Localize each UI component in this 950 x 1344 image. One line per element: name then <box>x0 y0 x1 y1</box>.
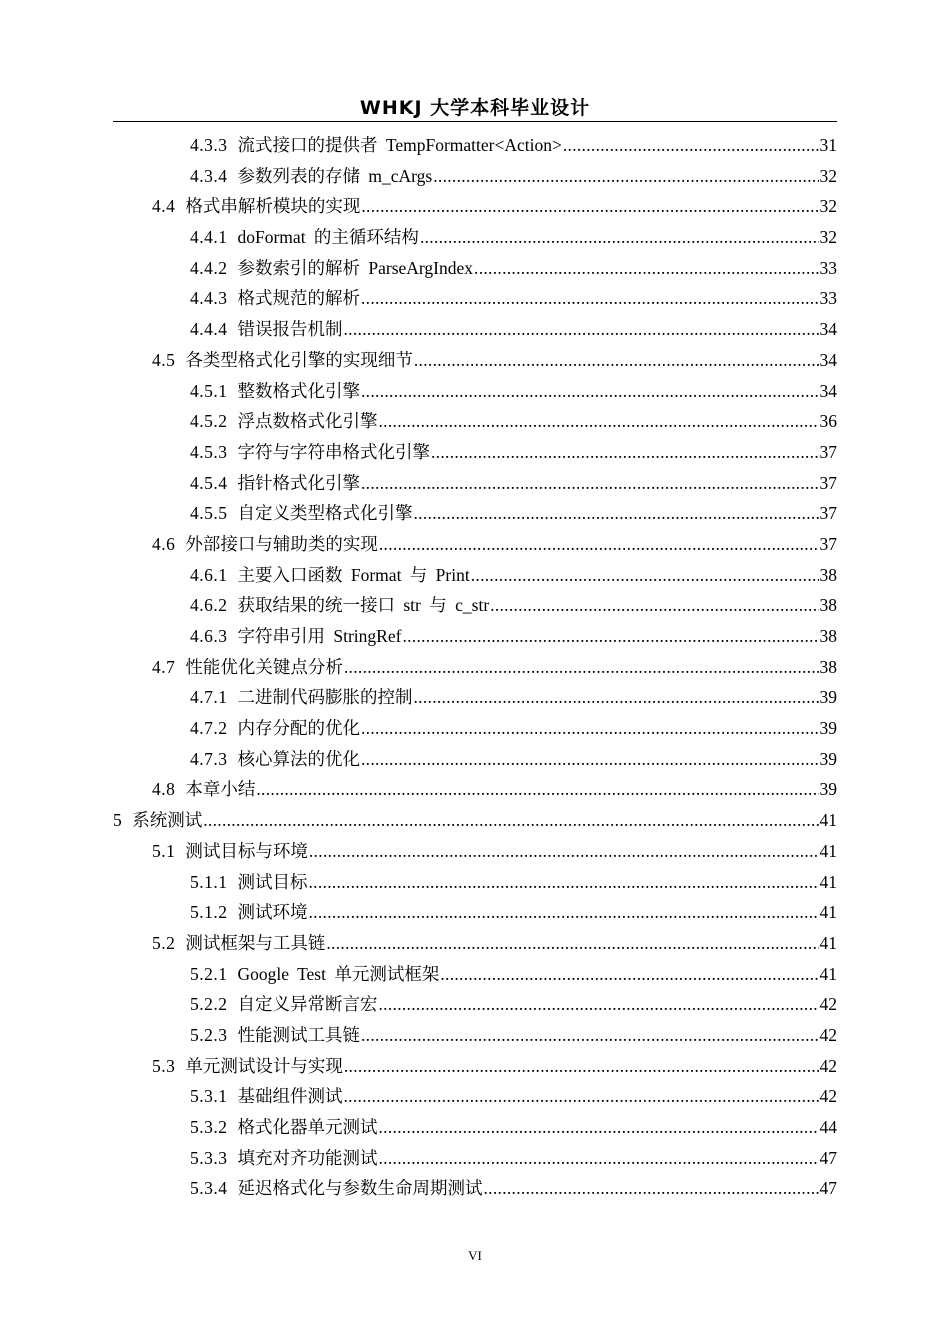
toc-leader-dots <box>361 1020 819 1051</box>
toc-entry-number: 4.5.4 <box>190 472 228 493</box>
page-number: VI <box>468 1248 482 1263</box>
toc-entry-title: 获取结果的统一接口 str 与 c_str <box>237 595 490 616</box>
toc-entry-page: 41 <box>819 810 837 831</box>
toc-entry-number: 4.5.3 <box>190 441 228 462</box>
toc-leader-dots <box>379 1143 819 1174</box>
toc-entry-title: 自定义类型格式化引擎 <box>237 503 413 524</box>
toc-entry-page: 42 <box>819 994 837 1015</box>
toc-entry-page: 38 <box>819 656 837 677</box>
toc-leader-dots <box>361 283 819 314</box>
toc-entry-number: 4.5 <box>152 349 176 370</box>
toc-entry-title: 测试框架与工具链 <box>185 932 326 953</box>
toc-entry-page: 38 <box>819 595 837 616</box>
toc-entry-title: 测试目标与环境 <box>185 840 308 861</box>
toc-leader-dots <box>344 1051 819 1082</box>
toc-entry-number: 5.2 <box>152 932 176 953</box>
toc-entry-page: 41 <box>819 963 837 984</box>
toc-entry-page: 33 <box>819 257 837 278</box>
toc-leader-dots <box>361 744 819 775</box>
toc-leader-dots <box>361 468 819 499</box>
toc-entry-page: 42 <box>819 1024 837 1045</box>
toc-entry-number: 5.2.1 <box>190 963 228 984</box>
toc-leader-dots <box>563 130 819 161</box>
toc-entry-page: 32 <box>819 196 837 217</box>
toc-entry-page: 37 <box>819 503 837 524</box>
toc-entry-title: 错误报告机制 <box>237 319 343 340</box>
toc-entry-title: 参数列表的存储 m_cArgs <box>237 165 433 186</box>
toc-leader-dots <box>361 376 819 407</box>
toc-entry-number: 4.3.4 <box>190 165 228 186</box>
toc-entry-page: 33 <box>819 288 837 309</box>
toc-entry[interactable] <box>113 498 837 529</box>
toc-entry[interactable] <box>113 437 837 468</box>
toc-entry-title: 延迟格式化与参数生命周期测试 <box>237 1178 483 1199</box>
toc-entry-page: 32 <box>819 165 837 186</box>
toc-leader-dots <box>440 959 818 990</box>
toc-entry-number: 4.4.3 <box>190 288 228 309</box>
toc-entry-number: 5.3.3 <box>190 1147 228 1168</box>
toc-entry-title: 核心算法的优化 <box>237 748 360 769</box>
toc-entry-title: 性能测试工具链 <box>237 1024 360 1045</box>
toc-leader-dots <box>402 621 818 652</box>
toc-entry-page: 41 <box>819 871 837 892</box>
toc-entry-page: 39 <box>819 748 837 769</box>
toc-entry-number: 4.5.5 <box>190 503 228 524</box>
toc-entry-number: 4.3.3 <box>190 135 228 155</box>
toc-entry-page: 32 <box>819 227 837 248</box>
toc-leader-dots <box>326 928 818 959</box>
header-rule <box>113 121 837 122</box>
toc-entry-page: 34 <box>819 349 837 370</box>
toc-entry[interactable] <box>113 222 837 253</box>
toc-entry-page: 37 <box>819 533 837 554</box>
toc-leader-dots <box>256 774 818 805</box>
toc-entry-number: 4.7.2 <box>190 718 228 739</box>
toc-entry-number: 4.7.1 <box>190 687 228 708</box>
toc-leader-dots <box>361 713 819 744</box>
toc-leader-dots <box>379 529 819 560</box>
toc-entry[interactable] <box>113 774 837 805</box>
toc-entry[interactable] <box>113 713 837 744</box>
toc-entry[interactable] <box>113 376 837 407</box>
toc-entry-number: 4.7.3 <box>190 748 228 769</box>
toc-leader-dots <box>309 897 819 928</box>
toc-entry-number: 5.2.2 <box>190 994 228 1015</box>
toc-entry-title: Google Test 单元测试框架 <box>237 963 440 984</box>
toc-entry-number: 4.5.1 <box>190 380 228 401</box>
toc-entry[interactable] <box>113 283 837 314</box>
table-of-contents <box>113 130 837 1204</box>
toc-entry[interactable] <box>113 560 837 591</box>
toc-entry-page: 42 <box>819 1055 837 1076</box>
toc-entry[interactable] <box>113 1143 837 1174</box>
toc-entry[interactable] <box>113 621 837 652</box>
toc-entry-title: 测试目标 <box>237 871 308 892</box>
toc-leader-dots <box>431 437 819 468</box>
toc-entry-page: 41 <box>819 902 837 923</box>
toc-entry-title: 字符与字符串格式化引擎 <box>237 441 430 462</box>
toc-entry-page: 41 <box>819 840 837 861</box>
toc-leader-dots <box>414 498 819 529</box>
toc-entry-title: 自定义异常断言宏 <box>237 994 378 1015</box>
toc-entry-number: 4.4.1 <box>190 227 228 248</box>
toc-entry[interactable] <box>113 744 837 775</box>
page-header-title: WHKJ 大学本科毕业设计 <box>359 97 591 119</box>
toc-entry-page: 39 <box>819 718 837 739</box>
toc-entry[interactable] <box>113 1020 837 1051</box>
toc-entry-title: 内存分配的优化 <box>237 718 360 739</box>
toc-entry-title: 字符串引用 StringRef <box>237 626 402 646</box>
toc-leader-dots <box>344 1081 819 1112</box>
toc-entry-title: 填充对齐功能测试 <box>237 1147 378 1168</box>
toc-entry-page: 47 <box>819 1147 837 1168</box>
toc-entry-title: 流式接口的提供者 TempFormatter<Action> <box>237 135 562 155</box>
toc-entry-title: 格式规范的解析 <box>237 288 360 309</box>
toc-entry[interactable] <box>113 1112 837 1143</box>
toc-entry[interactable] <box>113 406 837 437</box>
toc-entry-page: 36 <box>819 411 837 432</box>
toc-entry[interactable] <box>113 590 837 621</box>
toc-entry-number: 4.4.2 <box>190 257 228 278</box>
toc-leader-dots <box>474 253 818 284</box>
toc-leader-dots <box>344 652 819 683</box>
toc-leader-dots <box>344 314 819 345</box>
toc-entry[interactable] <box>113 836 837 867</box>
toc-entry-title: 基础组件测试 <box>237 1086 343 1107</box>
toc-entry-number: 5.3.2 <box>190 1117 228 1137</box>
toc-entry-number: 5.2.3 <box>190 1024 228 1045</box>
toc-entry-title: 单元测试设计与实现 <box>185 1055 343 1076</box>
toc-entry[interactable] <box>113 253 837 284</box>
toc-entry-page: 38 <box>819 564 837 585</box>
toc-entry-page: 31 <box>819 135 837 155</box>
toc-entry-title: 整数格式化引擎 <box>237 380 360 401</box>
toc-leader-dots <box>203 805 818 836</box>
toc-entry-number: 5.1 <box>152 840 176 861</box>
toc-leader-dots <box>433 161 818 192</box>
toc-leader-dots <box>420 222 819 253</box>
toc-entry-page: 34 <box>819 319 837 340</box>
toc-leader-dots <box>309 836 819 867</box>
toc-entry-title: 指针格式化引擎 <box>237 472 360 493</box>
toc-entry-title: 二进制代码膨胀的控制 <box>237 687 413 708</box>
toc-entry-page: 39 <box>819 687 837 708</box>
toc-entry[interactable] <box>113 805 837 836</box>
toc-leader-dots <box>361 191 818 222</box>
toc-entry-title: 参数索引的解析 ParseArgIndex <box>237 257 474 278</box>
toc-entry[interactable] <box>113 897 837 928</box>
toc-entry-title: 主要入口函数 Format 与 Print <box>237 564 470 585</box>
toc-entry-number: 4.6 <box>152 533 176 554</box>
toc-entry-title: 外部接口与辅助类的实现 <box>185 533 378 554</box>
toc-leader-dots <box>414 682 819 713</box>
toc-entry[interactable] <box>113 1081 837 1112</box>
toc-entry-title: 系统测试 <box>132 810 203 831</box>
toc-entry-number: 5.3.1 <box>190 1086 228 1107</box>
toc-entry-title: 性能优化关键点分析 <box>185 656 343 677</box>
toc-entry-page: 44 <box>819 1117 837 1137</box>
toc-entry-page: 37 <box>819 441 837 462</box>
toc-entry-page: 47 <box>819 1178 837 1199</box>
toc-entry-number: 5.1.2 <box>190 902 228 923</box>
toc-entry-number: 4.4 <box>152 196 176 217</box>
toc-entry[interactable] <box>113 529 837 560</box>
toc-entry-number: 4.7 <box>152 656 176 677</box>
toc-entry-title: 各类型格式化引擎的实现细节 <box>185 349 413 370</box>
toc-entry[interactable] <box>113 959 837 990</box>
toc-entry-number: 5.3 <box>152 1055 176 1076</box>
toc-entry-number: 5 <box>113 810 123 831</box>
toc-entry[interactable] <box>113 928 837 959</box>
toc-entry-page: 34 <box>819 380 837 401</box>
toc-entry-title: 测试环境 <box>237 902 308 923</box>
toc-entry[interactable] <box>113 161 837 192</box>
toc-entry-number: 4.8 <box>152 779 176 800</box>
toc-entry[interactable] <box>113 1173 837 1204</box>
toc-leader-dots <box>471 560 819 591</box>
toc-leader-dots <box>309 867 819 898</box>
toc-entry-page: 38 <box>819 626 837 646</box>
toc-entry[interactable] <box>113 345 837 376</box>
toc-entry[interactable] <box>113 682 837 713</box>
toc-entry-number: 4.5.2 <box>190 411 228 432</box>
toc-leader-dots <box>379 406 819 437</box>
toc-entry-number: 4.6.1 <box>190 564 228 585</box>
toc-entry-page: 42 <box>819 1086 837 1107</box>
toc-entry-page: 37 <box>819 472 837 493</box>
toc-entry-title: doFormat 的主循环结构 <box>237 227 419 248</box>
toc-entry[interactable] <box>113 314 837 345</box>
toc-entry-title: 本章小结 <box>185 779 256 800</box>
toc-entry[interactable] <box>113 652 837 683</box>
toc-entry[interactable] <box>113 130 837 161</box>
toc-entry[interactable] <box>113 468 837 499</box>
toc-entry-number: 5.3.4 <box>190 1178 228 1199</box>
toc-entry[interactable] <box>113 1051 837 1082</box>
toc-leader-dots <box>379 989 819 1020</box>
toc-entry-number: 4.6.2 <box>190 595 228 616</box>
toc-entry-title: 浮点数格式化引擎 <box>237 411 378 432</box>
toc-entry-page: 39 <box>819 779 837 800</box>
toc-leader-dots <box>414 345 819 376</box>
toc-entry-number: 5.1.1 <box>190 871 228 892</box>
toc-entry-number: 4.6.3 <box>190 626 228 646</box>
toc-leader-dots <box>484 1173 819 1204</box>
toc-entry-page: 41 <box>819 932 837 953</box>
toc-entry-title: 格式串解析模块的实现 <box>185 196 361 217</box>
toc-leader-dots <box>379 1112 819 1143</box>
toc-entry[interactable] <box>113 989 837 1020</box>
toc-entry[interactable] <box>113 191 837 222</box>
toc-entry[interactable] <box>113 867 837 898</box>
toc-entry-number: 4.4.4 <box>190 319 228 340</box>
toc-entry-title: 格式化器单元测试 <box>237 1117 378 1137</box>
toc-leader-dots <box>490 590 818 621</box>
